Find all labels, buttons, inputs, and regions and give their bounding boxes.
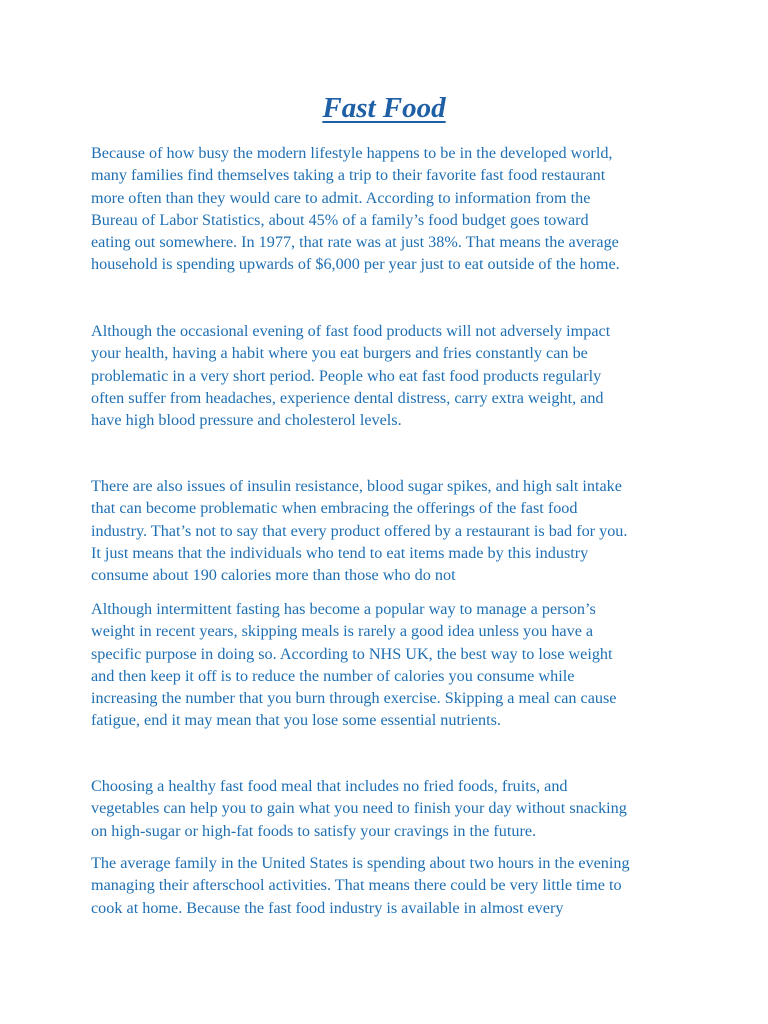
paragraph-2-line-4: often suffer from headaches, experience dental distress, carry extra weight, and	[91, 388, 604, 407]
paragraph-5-line-3: on high-sugar or high-fat foods to satisfy your cravings in the future.	[91, 821, 537, 840]
paragraph-2-line-2: your health, having a habit where you eat burgers and fries constantly can be	[91, 344, 588, 363]
paragraph-1-line-6: household is spending upwards of $6,000 per year just to eat outside of the home.	[91, 255, 620, 274]
paragraph-6-line-1: The average family in the United States is spending about two hours in the evening	[91, 854, 630, 872]
paragraph-6-line-2: managing their afterschool activities. That means there could be very little time to	[91, 876, 622, 895]
paragraph-3-line-1: There are also issues of insulin resistance, blood sugar spikes, and high salt intake	[91, 477, 622, 495]
paragraph-4-line-1: Although intermittent fasting has become a popular way to manage a person’s	[91, 600, 596, 618]
paragraph-3-line-5: consume about 190 calories more than those who do not	[91, 566, 456, 585]
paragraph-2	[91, 320, 691, 431]
paragraph-1-line-3: more often than they would care to admit. According to information from the	[91, 188, 591, 207]
paragraph-4	[91, 598, 691, 732]
paragraph-5-line-1: Choosing a healthy fast food meal that includes no fried foods, fruits, and	[91, 777, 568, 795]
paragraph-4-line-2: weight in recent years, skipping meals is rarely a good idea unless you have a	[91, 622, 594, 641]
paragraph-6	[91, 852, 691, 919]
paragraph-1-line-2: many families find themselves taking a trip to their favorite fast food restaurant	[91, 166, 606, 185]
paragraph-2-line-1: Although the occasional evening of fast food products will not adversely impact	[91, 322, 611, 340]
paragraph-6-line-3: cook at home. Because the fast food industry is available in almost every	[91, 898, 564, 917]
paragraph-2-line-5: have high blood pressure and cholesterol levels.	[91, 411, 402, 430]
paragraph-4-line-3: specific purpose in doing so. According to NHS UK, the best way to lose weight	[91, 644, 613, 663]
paragraph-4-line-6: fatigue, end it may mean that you lose some essential nutrients.	[91, 711, 501, 730]
paragraph-4-line-4: and then keep it off is to reduce the number of calories you consume while	[91, 666, 575, 685]
document-title: Fast Food	[322, 92, 446, 124]
paragraph-3	[91, 475, 691, 586]
paragraph-1-line-4: Bureau of Labor Statistics, about 45% of a family’s food budget goes toward	[91, 210, 589, 229]
paragraph-3-line-4: It just means that the individuals who tend to eat items made by this industry	[91, 543, 589, 562]
paragraph-5-line-2: vegetables can help you to gain what you need to finish your day without snacking	[91, 799, 627, 818]
paragraph-3-line-3: industry. That’s not to say that every product offered by a restaurant is bad for you.	[91, 521, 628, 540]
paragraph-1	[91, 142, 691, 276]
paragraph-2-line-3: problematic in a very short period. People who eat fast food products regularly	[91, 366, 602, 385]
paragraph-3-line-2: that can become problematic when embracing the offerings of the fast food	[91, 499, 578, 518]
paragraph-1-line-5: eating out somewhere. In 1977, that rate was at just 38%. That means the average	[91, 233, 619, 252]
paragraph-5	[91, 775, 691, 842]
paragraph-4-line-5: increasing the number that you burn through exercise. Skipping a meal can cause	[91, 689, 617, 708]
paragraph-1-line-1: Because of how busy the modern lifestyle happens to be in the developed world,	[91, 144, 613, 162]
